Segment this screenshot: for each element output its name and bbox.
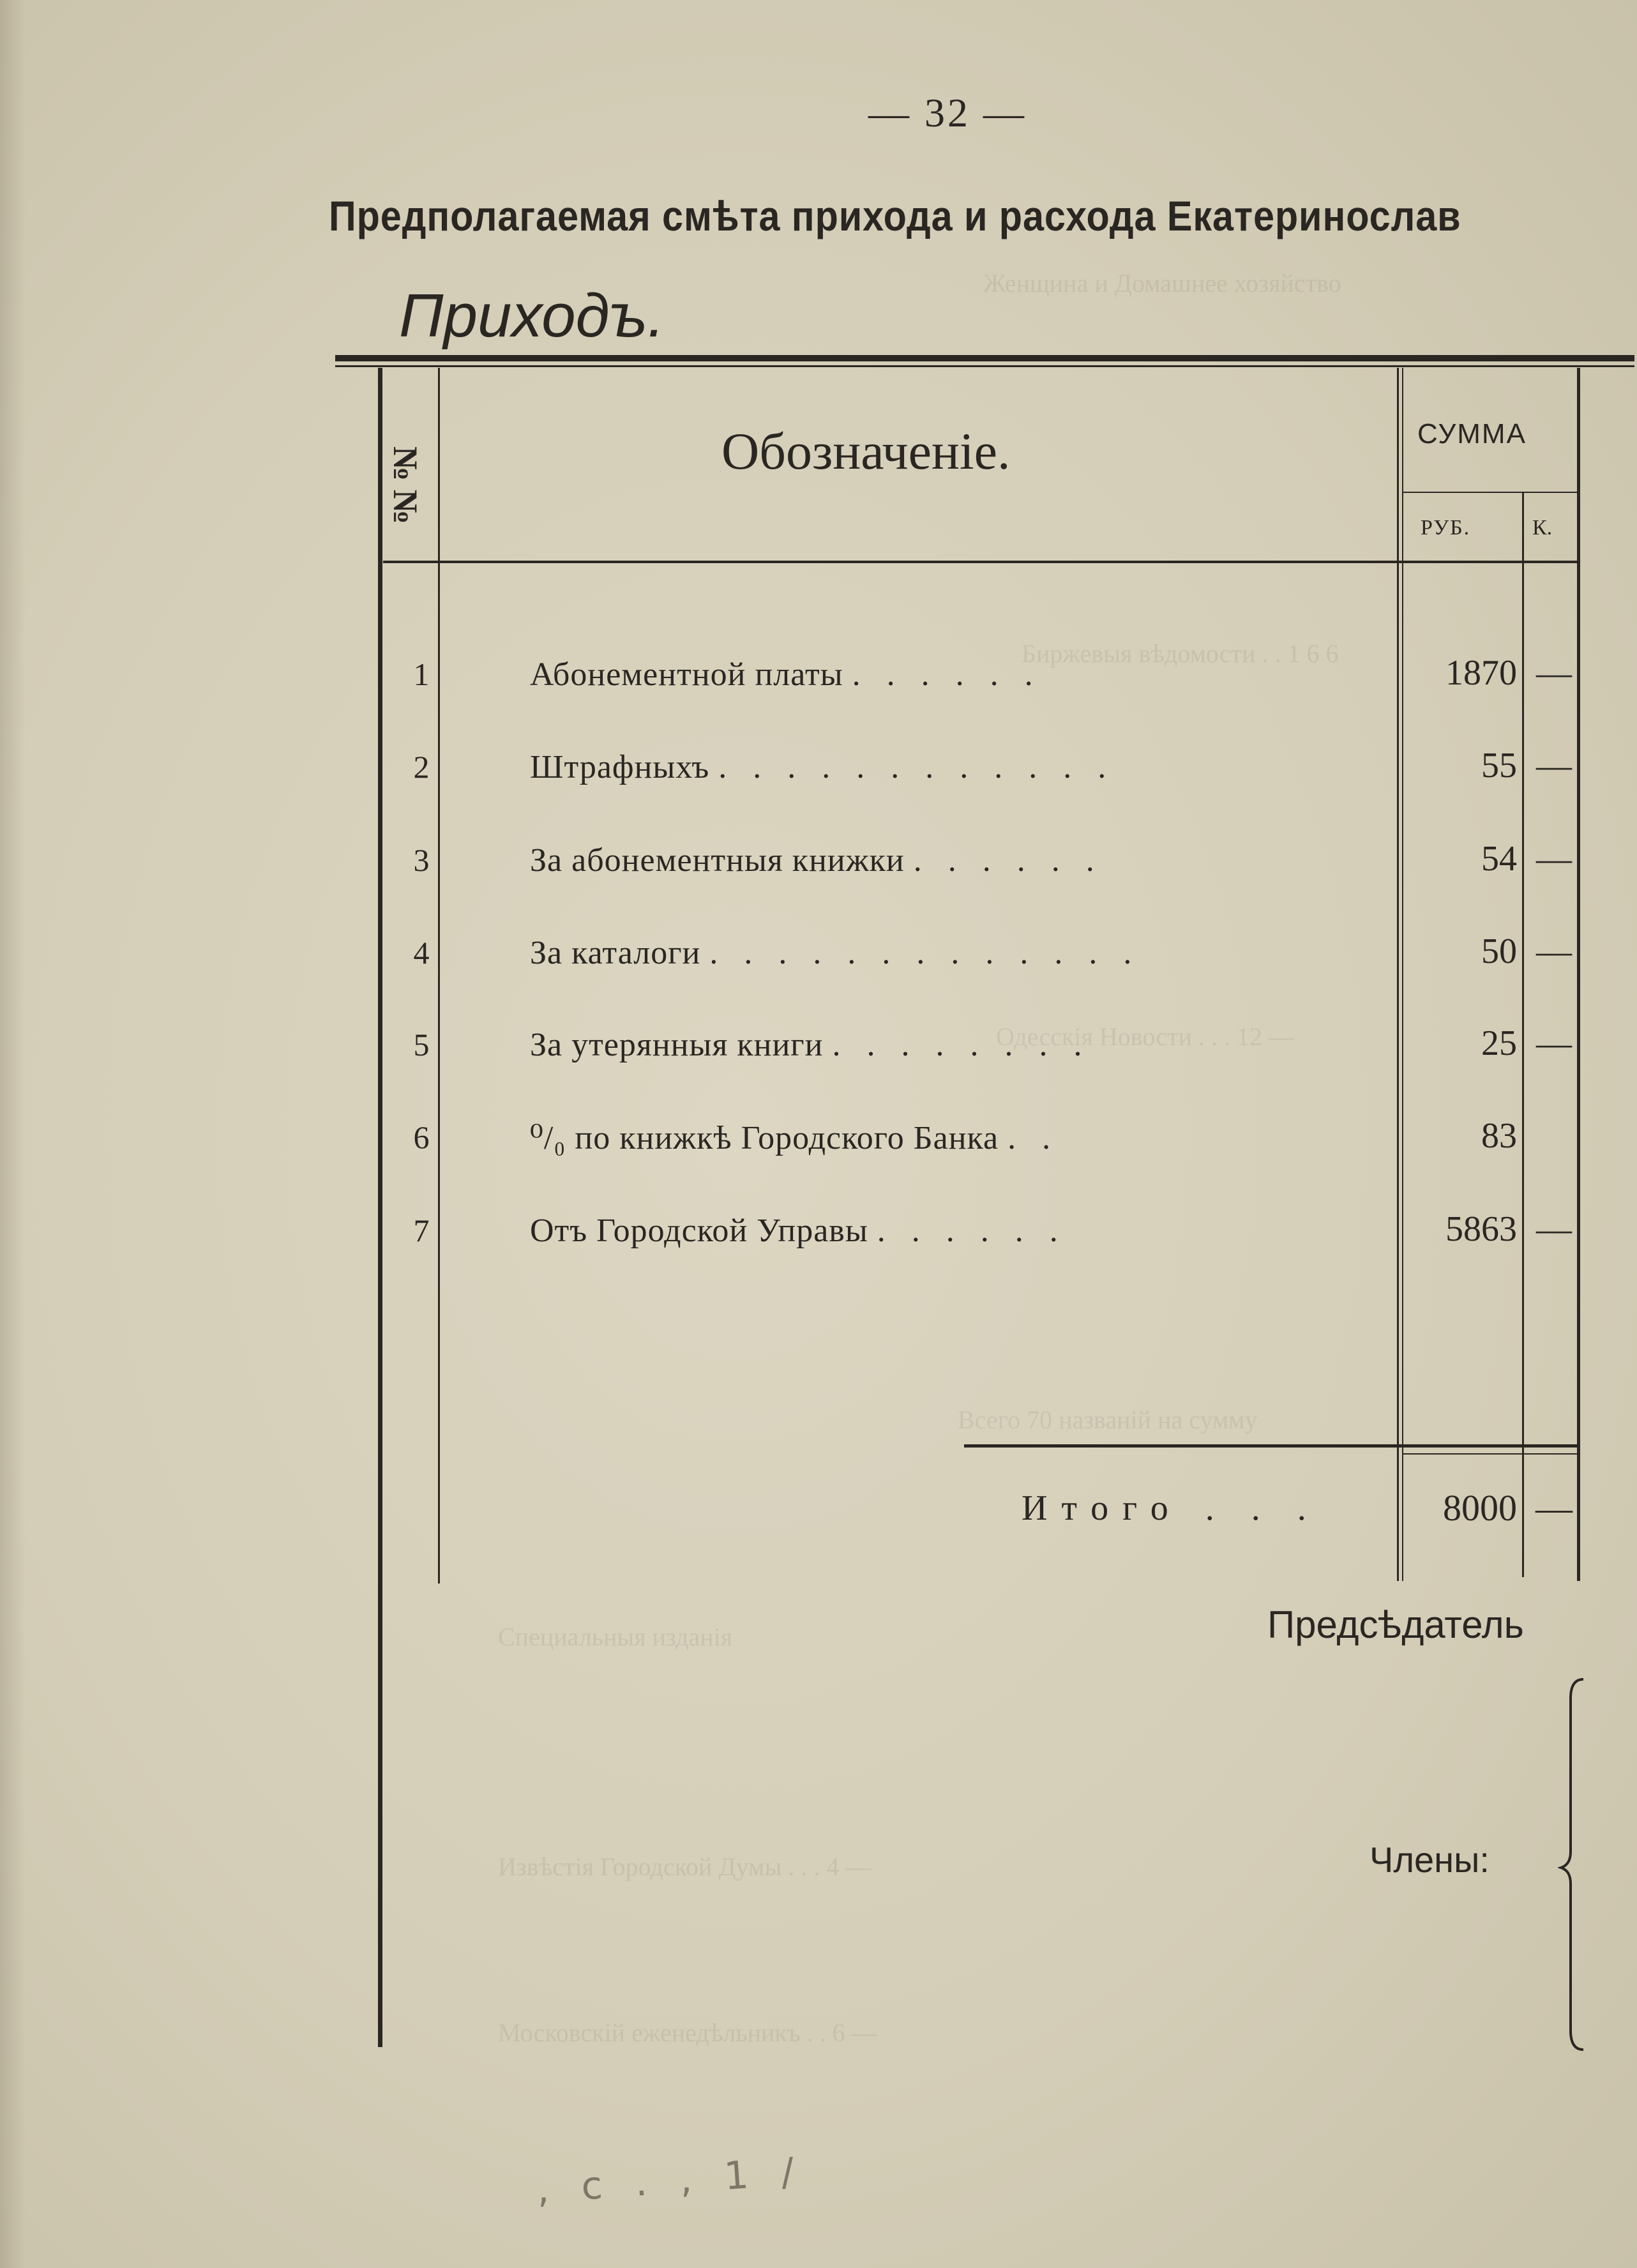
sum-header-divider <box>1402 492 1578 493</box>
bleed-through-text: Биржевыя вѣдомости . . 1 6 6 <box>1022 639 1339 668</box>
row-label: Абонементной платы . . . . . . <box>530 656 1042 693</box>
total-left-tick <box>438 1494 440 1584</box>
members-brace <box>1558 1673 1596 2056</box>
column-divider-sum-inner <box>1402 368 1403 1581</box>
row-label: За утерянныя книги . . . . . . . . <box>530 1027 1091 1063</box>
description-column-header: Обозначеніе. <box>721 422 1011 480</box>
rub-column-header: РУБ. <box>1421 516 1471 540</box>
bleed-through-text: Всего 70 названій на сумму <box>958 1405 1258 1434</box>
row-number: 7 <box>413 1213 430 1248</box>
bleed-through-text: Специальныя изданія <box>498 1622 733 1651</box>
row-label: ⁰/₀ по книжкѣ Городского Банка . . <box>530 1120 1060 1156</box>
row-kopecks: — <box>1536 1209 1572 1249</box>
row-kopecks: — <box>1536 653 1572 693</box>
section-title: Приходъ. <box>399 282 665 350</box>
number-column-header: № № <box>386 446 425 525</box>
table-top-rule <box>335 355 1634 361</box>
page-number: — 32 — <box>868 90 1027 135</box>
row-number: 3 <box>413 842 430 878</box>
row-kopecks: — <box>1536 932 1572 971</box>
row-kopecks: — <box>1536 746 1572 785</box>
row-kopecks: — <box>1536 1024 1572 1063</box>
row-number: 2 <box>413 749 430 785</box>
column-divider-kop <box>1522 492 1524 1577</box>
row-rubles: 1870 <box>1445 653 1517 693</box>
total-rubles: 8000 <box>1443 1487 1517 1529</box>
bleed-through-text: Одесскія Новости . . . 12 — <box>996 1022 1295 1051</box>
row-rubles: 83 <box>1481 1116 1517 1156</box>
row-number: 4 <box>413 935 430 971</box>
total-divider-kop <box>1522 1456 1524 1571</box>
row-rubles: 50 <box>1481 932 1517 971</box>
total-kopecks: — <box>1535 1487 1573 1529</box>
document-headline: Предполагаемая смѣта прихода и расхода Екатеринослав <box>329 192 1461 239</box>
row-kopecks: — <box>1536 839 1572 879</box>
row-rubles: 5863 <box>1445 1209 1517 1249</box>
table-right-border <box>1577 368 1580 1581</box>
column-divider-sum <box>1397 368 1399 1581</box>
bleed-through-text: Московскій еженедѣльникъ . . 6 — <box>498 2018 877 2047</box>
total-divider-left <box>1397 1456 1399 1571</box>
row-number: 6 <box>413 1119 430 1155</box>
members-signature-label: Члены: <box>1369 1840 1490 1880</box>
column-divider-number <box>438 368 440 1575</box>
chairman-signature-label: Предсѣдатель <box>1267 1603 1524 1646</box>
row-rubles: 25 <box>1481 1024 1517 1063</box>
bleed-through-text: Извѣстія Городской Думы . . . 4 — <box>498 1852 871 1881</box>
kop-column-header: К. <box>1532 516 1553 540</box>
row-label: Отъ Городской Управы . . . . . . <box>530 1213 1067 1249</box>
row-label: Штрафныхъ . . . . . . . . . . . . <box>530 749 1115 785</box>
table-left-border <box>378 368 382 2047</box>
pencil-note: , с . , 1 / <box>535 2149 806 2212</box>
row-rubles: 55 <box>1481 746 1517 785</box>
total-rule-thin <box>1402 1453 1578 1455</box>
row-label: За каталоги . . . . . . . . . . . . . <box>530 935 1141 971</box>
row-label: За абонементныя книжки . . . . . . <box>530 842 1103 879</box>
page-edge-shadow <box>0 0 26 2268</box>
row-number: 5 <box>413 1027 430 1062</box>
bleed-through-text: Женщина и Домашнее хозяйство <box>983 269 1341 298</box>
total-label: Итого . . . <box>1022 1488 1320 1528</box>
row-number: 1 <box>413 656 430 692</box>
total-rule <box>964 1444 1578 1448</box>
row-rubles: 54 <box>1481 839 1517 879</box>
total-divider-right <box>1577 1456 1580 1571</box>
table-top-rule-thin <box>335 365 1634 367</box>
sum-column-header: СУММА <box>1417 418 1527 450</box>
table-header-rule <box>383 561 1578 563</box>
